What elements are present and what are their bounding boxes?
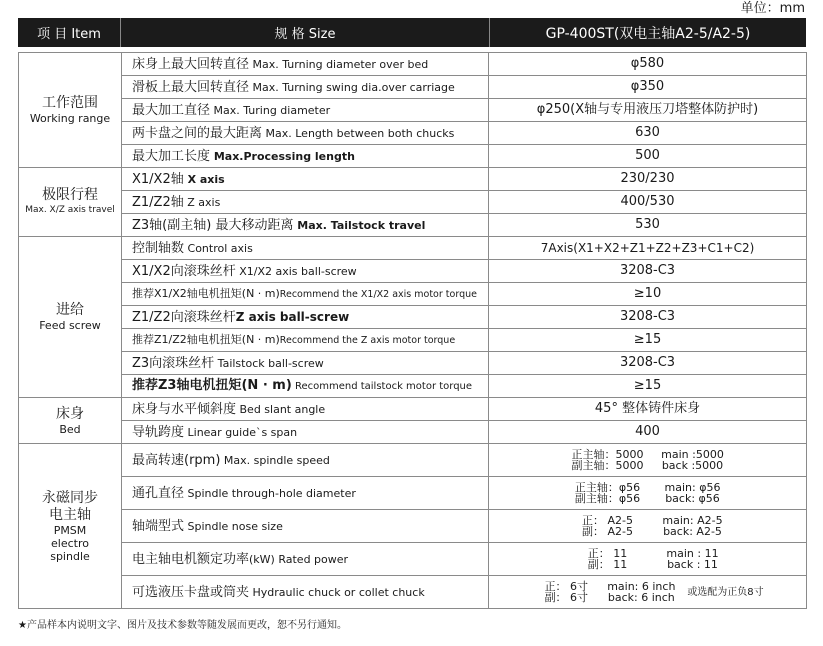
value-cell: 630 — [489, 122, 807, 145]
table-row — [19, 260, 807, 283]
value-cell: 400 — [489, 421, 807, 444]
table-row — [19, 122, 807, 145]
spec-cell: Z1/Z2轴 Z axis — [122, 191, 489, 214]
header-item: 项 目 Item — [37, 27, 101, 42]
spec-cell: 可选液压卡盘或筒夹 Hydraulic chuck or collet chuck — [122, 576, 489, 609]
value-cell: 230/230 — [489, 168, 807, 191]
spec-cell: Z3轴(副主轴) 最大移动距离 Max. Tailstock travel — [122, 214, 489, 237]
table-row — [19, 214, 807, 237]
spec-cell: 控制轴数 Control axis — [122, 237, 489, 260]
spec-cell: Z3向滚珠丝杆 Tailstock ball-screw — [122, 352, 489, 375]
spec-cell: 最大加工长度 Max.Processing length — [122, 145, 489, 168]
value-cell: ≥15 — [489, 375, 807, 398]
table-row — [19, 510, 807, 543]
table-row — [19, 306, 807, 329]
value-cell: 45° 整体铸件床身 — [489, 398, 807, 421]
spec-cell: 导轨跨度 Linear guide`s span — [122, 421, 489, 444]
value-cell: 3208-C3 — [489, 352, 807, 375]
table-header — [18, 18, 806, 47]
table-row — [19, 145, 807, 168]
group-spindle: 永磁同步 电主轴 PMSM electro spindle — [19, 444, 122, 609]
table-row — [19, 191, 807, 214]
spec-cell: X1/X2轴 X axis — [122, 168, 489, 191]
group-feed-screw: 进给 Feed screw — [19, 237, 122, 398]
value-cell: 正： 6寸 main: 6 inch 副： 6寸 back: 6 inch 或选配为正负8寸 — [489, 576, 807, 609]
spec-cell: 推荐X1/X2轴电机扭矩(N · m)Recommend the X1/X2 axis motor torque — [122, 283, 489, 306]
table-row — [19, 99, 807, 122]
value-cell: 500 — [489, 145, 807, 168]
spec-cell: 滑板上最大回转直径 Max. Turning swing dia.over carriage — [122, 76, 489, 99]
table-row — [19, 444, 807, 477]
value-cell: ≥10 — [489, 283, 807, 306]
table-row — [19, 375, 807, 398]
value-cell: ≥15 — [489, 329, 807, 352]
spec-cell: Z1/Z2向滚珠丝杆Z axis ball-screw — [122, 306, 489, 329]
value-cell: 3208-C3 — [489, 306, 807, 329]
group-travel: 极限行程 Max. X/Z axis travel — [19, 168, 122, 237]
value-cell: 正： A2-5 main: A2-5 副： A2-5 back: A2-5 — [489, 510, 807, 543]
spec-cell: 推荐Z1/Z2轴电机扭矩(N · m)Recommend the Z axis motor torque — [122, 329, 489, 352]
spec-cell: 轴端型式 Spindle nose size — [122, 510, 489, 543]
spec-cell: 最大加工直径 Max. Turing diameter — [122, 99, 489, 122]
table-row — [19, 352, 807, 375]
value-cell: φ350 — [489, 76, 807, 99]
value-cell: 400/530 — [489, 191, 807, 214]
spec-cell: 床身与水平倾斜度 Bed slant angle — [122, 398, 489, 421]
table-row — [19, 76, 807, 99]
table-row — [19, 168, 807, 191]
group-bed: 床身 Bed — [19, 398, 122, 444]
spec-cell: 电主轴电机额定功率(kW) Rated power — [122, 543, 489, 576]
spec-cell: 通孔直径 Spindle through-hole diameter — [122, 477, 489, 510]
table-row — [19, 283, 807, 306]
spec-table — [18, 52, 807, 609]
spec-cell: 推荐Z3轴电机扭矩(N · m) Recommend tailstock motor torque — [122, 375, 489, 398]
unit-label: 单位：mm — [740, 1, 805, 16]
value-cell: φ580 — [489, 53, 807, 76]
value-cell: 正主轴：5000 main :5000 副主轴：5000 back :5000 — [489, 444, 807, 477]
header-size: 规 格 Size — [120, 18, 490, 47]
spec-cell: 床身上最大回转直径 Max. Turning diameter over bed — [122, 53, 489, 76]
header-model: GP-400ST(双电主轴A2-5/A2-5) — [545, 25, 751, 42]
value-cell: 正： 11 main : 11 副： 11 back : 11 — [489, 543, 807, 576]
spec-cell: X1/X2向滚珠丝杆 X1/X2 axis ball-screw — [122, 260, 489, 283]
table-row — [19, 576, 807, 609]
table-row — [19, 53, 807, 76]
value-cell: 530 — [489, 214, 807, 237]
spec-cell: 两卡盘之间的最大距离 Max. Length between both chucks — [122, 122, 489, 145]
table-row — [19, 543, 807, 576]
table-row — [19, 477, 807, 510]
table-row — [19, 329, 807, 352]
spec-cell: 最高转速(rpm) Max. spindle speed — [122, 444, 489, 477]
table-row — [19, 398, 807, 421]
chuck-option-note: 或选配为正负8寸 — [687, 586, 764, 598]
table-row — [19, 237, 807, 260]
group-working-range: 工作范围 Working range — [19, 53, 122, 168]
footnote: ★产品样本内说明文字、图片及技术参数等随发展而更改，恕不另行通知。 — [18, 620, 347, 631]
value-cell: φ250(X轴与专用液压刀塔整体防护时) — [489, 99, 807, 122]
value-cell: 3208-C3 — [489, 260, 807, 283]
value-cell: 7Axis(X1+X2+Z1+Z2+Z3+C1+C2) — [489, 237, 807, 260]
table-row — [19, 421, 807, 444]
value-cell: 正主轴：φ56 main: φ56 副主轴：φ56 back: φ56 — [489, 477, 807, 510]
